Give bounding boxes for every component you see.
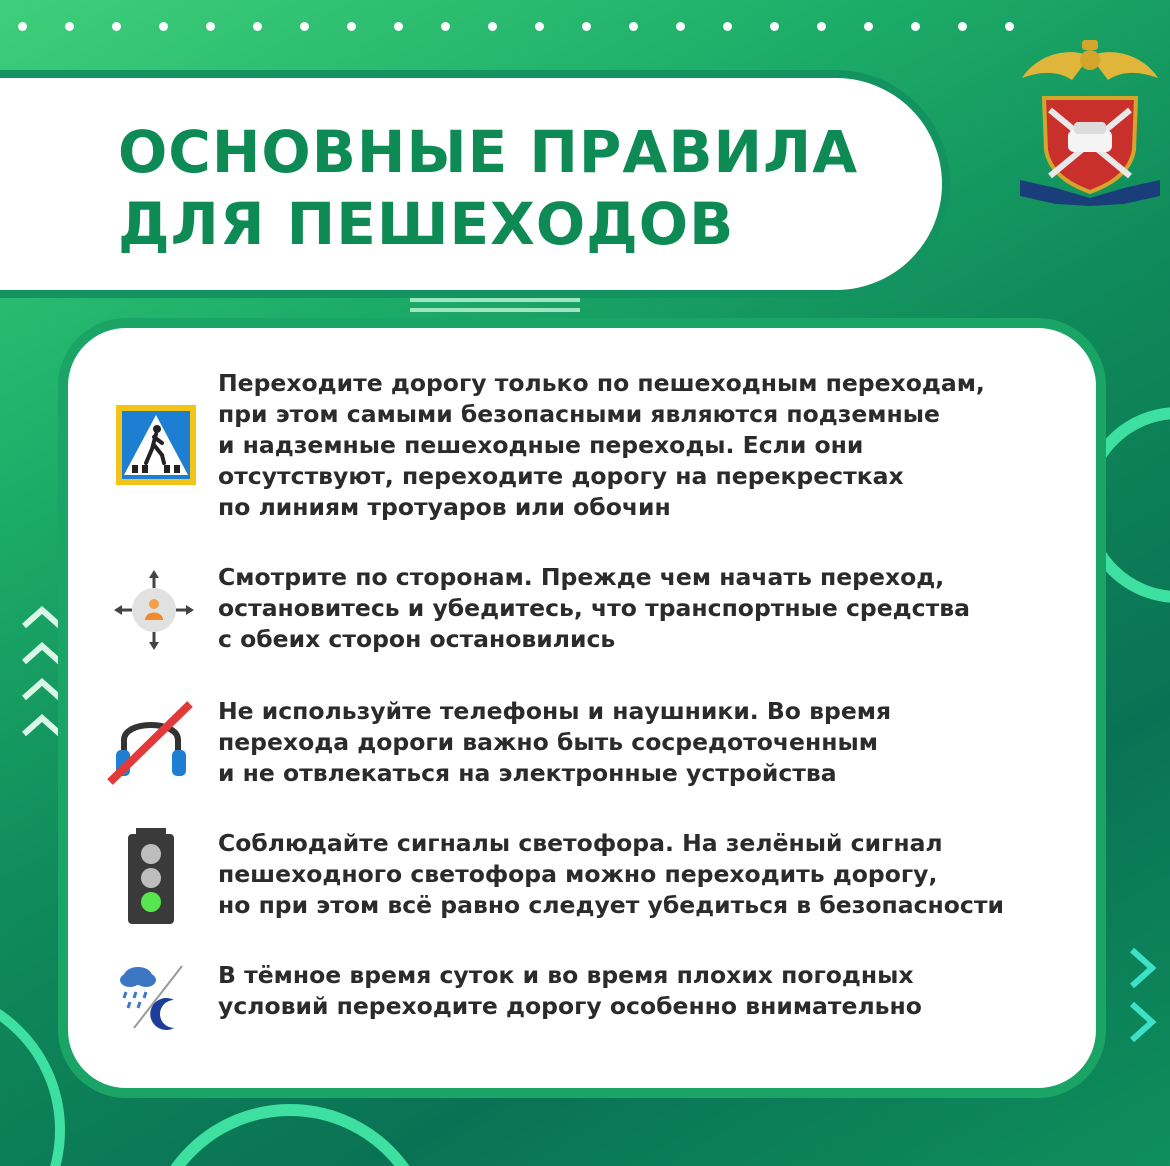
decorative-dot: [206, 22, 215, 31]
page-title: [118, 116, 898, 260]
decorative-dot: [18, 22, 27, 31]
decorative-dot: [582, 22, 591, 31]
decorative-dot: [300, 22, 309, 31]
chevron-up-icon: [20, 638, 64, 668]
chevron-right-icon: [1124, 998, 1160, 1046]
police-emblem-icon: [1016, 26, 1164, 206]
look-around-icon: [112, 568, 196, 652]
decorative-dot: [441, 22, 450, 31]
decorative-dot: [347, 22, 356, 31]
rule-text: В тёмное время суток и во время плохих погодных условий переходите дорогу особенно внимательно: [218, 961, 922, 1020]
decorative-dot: [488, 22, 497, 31]
decorative-ring: [0, 930, 70, 1166]
no-headphones-icon: [106, 700, 196, 786]
decorative-dot: [817, 22, 826, 31]
rule-item: [68, 828, 1096, 928]
rule-item: [68, 696, 1096, 796]
decorative-dot: [65, 22, 74, 31]
traffic-light-icon: [128, 828, 174, 924]
rain-night-icon: [116, 960, 188, 1032]
rule-item: [68, 562, 1096, 662]
decorative-dot: [535, 22, 544, 31]
decorative-dot: [864, 22, 873, 31]
pedestrian-crossing-sign-icon: [116, 405, 196, 485]
decorative-dot-row: [18, 22, 1014, 31]
rules-card: [68, 328, 1096, 1088]
decorative-dot: [911, 22, 920, 31]
decorative-dot: [676, 22, 685, 31]
decorative-dot: [112, 22, 121, 31]
rule-text: Не используйте телефоны и наушники. Во время перехода дороги важно быть сосредоточенным и не отвлекаться на электронные устройства: [218, 697, 892, 787]
decorative-dot: [253, 22, 262, 31]
decorative-dot: [723, 22, 732, 31]
chevron-right-icon: [1124, 944, 1160, 992]
rule-text: Смотрите по сторонам. Прежде чем начать переход, остановитесь и убедитесь, что транспортные средства с обеих сторон остановились: [218, 563, 970, 653]
page-title-line: ОСНОВНЫЕ ПРАВИЛА: [118, 118, 859, 186]
rule-item: [68, 960, 1096, 1040]
decorative-dot: [394, 22, 403, 31]
rule-item: [68, 368, 1096, 528]
chevron-up-icon: [20, 674, 64, 704]
page-title-line: ДЛЯ ПЕШЕХОДОВ: [118, 190, 735, 258]
chevron-up-icon: [20, 602, 64, 632]
rule-text: Переходите дорогу только по пешеходным переходам, при этом самыми безопасными являются подземные и надземные пешеходные переходы. Если они отсутствуют, переходите дорогу на перекрестках по линиям тротуаров или обочин: [218, 369, 985, 521]
decorative-dot: [159, 22, 168, 31]
decorative-dot: [770, 22, 779, 31]
rule-text: Соблюдайте сигналы светофора. На зелёный сигнал пешеходного светофора можно переходить дорогу, но при этом всё равно следует убедиться в безопасности: [218, 829, 1004, 919]
decorative-dot: [1005, 22, 1014, 31]
decorative-dot: [629, 22, 638, 31]
decorative-stripes: [410, 296, 580, 326]
chevron-up-icon: [20, 710, 64, 740]
decorative-dot: [958, 22, 967, 31]
